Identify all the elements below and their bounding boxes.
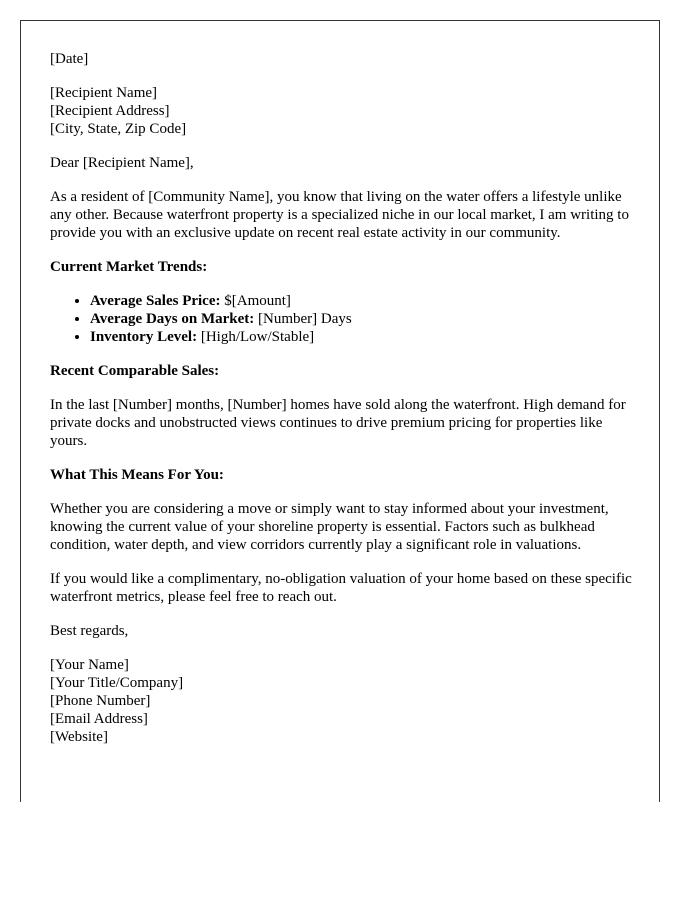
signature-email: [Email Address] [50, 711, 148, 727]
trends-list [50, 292, 635, 346]
closing: Best regards, [50, 623, 129, 639]
trend-value: [High/Low/Stable] [197, 329, 315, 345]
trend-label: Inventory Level: [90, 329, 198, 345]
letter-page [20, 20, 660, 802]
signature-phone: [Phone Number] [50, 693, 151, 709]
recipient-name: [Recipient Name] [50, 85, 158, 101]
meaning-paragraph: Whether you are considering a move or simply want to stay informed about your investment, knowing the current value of your shoreline property is essential. Factors such as bulkhead condition, water depth, and view corridors currently play a significant role in valuations. [50, 501, 609, 553]
trend-label: Average Days on Market: [90, 311, 255, 327]
signature-block [50, 656, 635, 746]
trend-value: $[Amount] [220, 293, 291, 309]
comparable-heading: Recent Comparable Sales: [50, 363, 220, 379]
recipient-city-state-zip: [City, State, Zip Code] [50, 121, 187, 137]
recipient-block [50, 84, 635, 138]
offer-paragraph: If you would like a complimentary, no-obligation valuation of your home based on these specific waterfront metrics, please feel free to reach out. [50, 571, 632, 605]
signature-name: [Your Name] [50, 657, 129, 673]
trend-item-days-on-market [90, 310, 635, 328]
letter-content [50, 50, 635, 762]
intro-paragraph: As a resident of [Community Name], you know that living on the water offers a lifestyle unlike any other. Because waterfront property is a specialized niche in our local market, I am writing to provide you with an exclusive update on recent real estate activity in our community. [50, 189, 629, 241]
trend-value: [Number] Days [254, 311, 352, 327]
letter-date: [Date] [50, 51, 89, 67]
trend-item-inventory-level [90, 328, 635, 346]
signature-title-company: [Your Title/Company] [50, 675, 184, 691]
trend-label: Average Sales Price: [90, 293, 221, 309]
trends-heading: Current Market Trends: [50, 259, 208, 275]
meaning-heading: What This Means For You: [50, 467, 224, 483]
salutation: Dear [Recipient Name], [50, 155, 194, 171]
trend-item-sales-price [90, 292, 635, 310]
signature-website: [Website] [50, 729, 108, 745]
comparable-paragraph: In the last [Number] months, [Number] homes have sold along the waterfront. High demand for private docks and unobstructed views continues to drive premium pricing for properties like yours. [50, 397, 626, 449]
recipient-address: [Recipient Address] [50, 103, 170, 119]
